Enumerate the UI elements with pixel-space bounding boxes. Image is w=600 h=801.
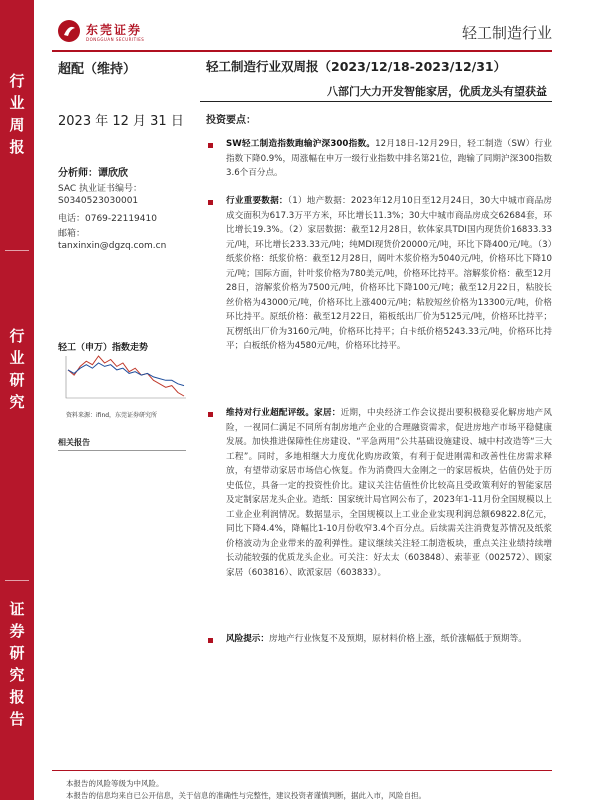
email-label: 邮箱： bbox=[58, 229, 86, 239]
title-divider bbox=[200, 101, 552, 102]
strip-divider bbox=[5, 250, 29, 251]
header-divider bbox=[52, 50, 552, 52]
footer-disclaimer: 本报告的信息均来自已公开信息，关于信息的准确性与完整性，建议投资者谨慎判断，据此入市，风险自担。 bbox=[66, 791, 426, 800]
chart-source: 资料来源：ifind，东莞证券研究所 bbox=[66, 412, 158, 419]
paragraph-body: 12月18日-12月29日，轻工制造（SW）行业指数下降0.9%，周涨幅在申万一级行业指数中排名第21位，跑输了同期沪深300指数3.6个百分点。 bbox=[226, 139, 553, 178]
sidebar-label-text: 行 业 周 报 bbox=[9, 72, 25, 156]
sidebar-label-weekly bbox=[0, 70, 34, 158]
index-chart bbox=[58, 352, 186, 404]
analyst-phone: 电话：0769-22119410 bbox=[58, 214, 157, 224]
bullet-icon bbox=[208, 143, 213, 148]
analyst-name: 分析师：谭欣欣 bbox=[58, 168, 128, 179]
company-name-en: DONGGUAN SECURITIES bbox=[86, 37, 145, 42]
company-logo-icon bbox=[58, 20, 80, 42]
paragraph-lead: SW轻工制造指数跑输沪深300指数。 bbox=[226, 139, 376, 149]
sidebar-label-securities bbox=[0, 598, 34, 730]
sac-number: S0340523030001 bbox=[58, 196, 139, 206]
sac-label: SAC 执业证书编号： bbox=[58, 184, 143, 194]
paragraph-body: 近期，中央经济工作会议提出要积极稳妥化解房地产风险，一视同仁满足不同所有制房地产企业的合理融资需求，促进房地产市场平稳健康发展。加快推进保障性住房建设、“平急两用”公共基础设施建设、城中村改造等“三大工程”。同时，多地相继大力度优化购房政策，有利于促进刚需和改善性住房需求释放，有望带动家居市场信心恢复。作为消费四大金刚之一的家居板块，估值仍处于历史低位，具备一定的投资性价比。建议关注估值性价比较高且受政策利好的智能家居及定制家居龙头企业。造纸：国家统计局官网公布了，2023年1-11月份全国规模以上工业企业利润情况。数据显示，全国规模以上工业企业实现利润总额69822.8亿元，同比下降4.4%，降幅比1-10月份收窄3.4个百分点。后续需关注消费复苏情况及纸浆价格波动为企业带来的盈利弹性。建议继续关注轻工制造板块，重点关注业绩持续增长动能较强的优质龙头企业。可关注：好太太（603848）、索菲亚（002572）、顾家家居（603816）、欧派家居（603833）。 bbox=[226, 408, 552, 578]
rating: 超配（维持） bbox=[58, 62, 137, 77]
chart-series-line bbox=[68, 363, 184, 386]
related-reports-heading: 相关报告 bbox=[58, 438, 90, 447]
footer-risk-level: 本报告的风险等级为中风险。 bbox=[66, 779, 164, 788]
paragraph-lead: 行业重要数据： bbox=[226, 196, 288, 206]
sidebar-label-text: 行 业 研 究 bbox=[9, 327, 25, 411]
report-title: 轻工制造行业双周报（2023/12/18-2023/12/31） bbox=[206, 59, 507, 74]
paragraph-industry-data bbox=[226, 194, 552, 354]
sidebar-label-research bbox=[0, 325, 34, 413]
paragraph-body: 房地产行业恢复不及预期，原材料价格上涨，纸价涨幅低于预期等。 bbox=[268, 634, 527, 644]
paragraph-index-performance bbox=[226, 137, 552, 181]
chart-axes bbox=[66, 356, 186, 398]
paragraph-lead: 风险提示： bbox=[226, 634, 269, 644]
paragraph-lead: 维持对行业超配评级。家居： bbox=[226, 408, 341, 418]
bullet-icon bbox=[208, 412, 213, 417]
chart-series-line bbox=[68, 356, 184, 396]
paragraph-risk bbox=[226, 632, 552, 647]
bullet-icon bbox=[208, 200, 213, 205]
sidebar-label-text: 证 券 研 究 报 告 bbox=[9, 600, 25, 728]
paragraph-rating bbox=[226, 406, 552, 580]
chart-title: 轻工（申万）指数走势 bbox=[58, 343, 149, 353]
report-subtitle: 八部门大力开发智能家居，优质龙头有望获益 bbox=[327, 85, 547, 98]
related-divider bbox=[58, 450, 186, 451]
analyst-email[interactable]: tanxinxin@dgzq.com.cn bbox=[58, 241, 167, 251]
company-name: 东莞证券 bbox=[86, 23, 143, 37]
industry-label: 轻工制造行业 bbox=[461, 24, 552, 42]
footer-divider bbox=[52, 770, 552, 771]
bullet-icon bbox=[208, 638, 213, 643]
key-points-label: 投资要点： bbox=[206, 115, 256, 126]
report-date: 2023 年 12 月 31 日 bbox=[58, 114, 184, 129]
strip-divider bbox=[5, 580, 29, 581]
paragraph-body: （1）地产数据：2023年12月10日至12月24日，30大中城市商品房成交面积为617.3万平方米，环比增长11.3%；30大中城市商品房成交62684套，环比增长19.3%。（2）家居数据：截至12月28日，软体家具TDI国内现货价16833.33元/吨，环比增长233.33元/吨；纯MDI现货价20000元/吨，环比下降400元/吨。（3）纸浆价格：纸浆价格：截至12月28日，阔叶木浆价格为5040元/吨，价格环比下降10元/吨；国际方面，针叶浆价格为780美元/吨，价格环比持平。溶解浆价格：截至12月28日，溶解浆价格为7500元/吨，价格环比下降100元/吨；截至12月22日，粘胶长丝价格为43000元/吨，价格环比上涨400元/吨；粘胶短丝价格为13300元/吨，价格环比持平。原纸价格：截至12月22日，箱板纸出厂价为5125元/吨，价格环比持平；瓦楞纸出厂价为3160元/吨，价格环比持平；白卡纸价格5243.33元/吨，价格环比持平；白板纸价格为4580元/吨，价格环比持平。 bbox=[226, 196, 552, 351]
